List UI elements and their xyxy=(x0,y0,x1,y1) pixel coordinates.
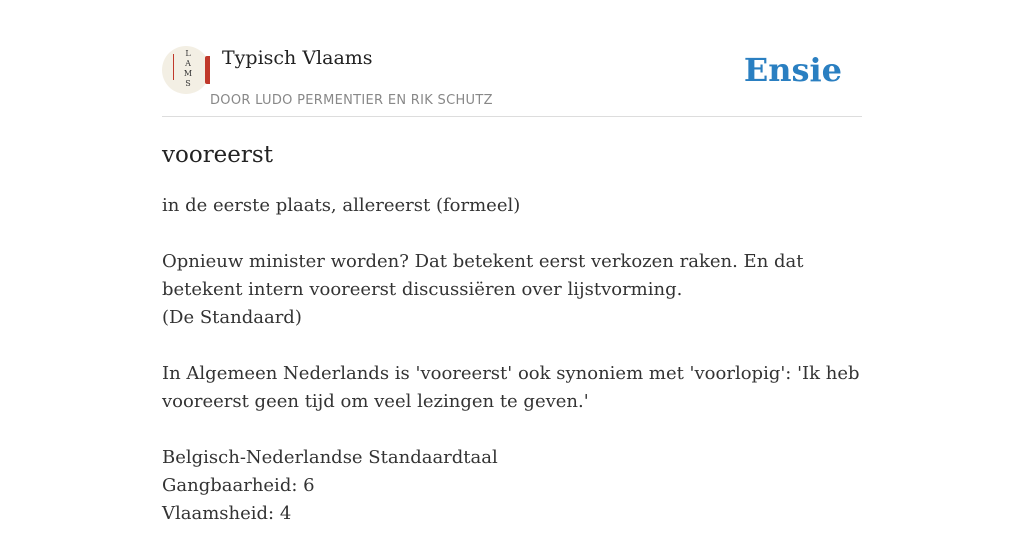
metadata-block xyxy=(162,444,862,528)
site-title[interactable]: Typisch Vlaams xyxy=(222,47,373,69)
example-quote: Opnieuw minister worden? Dat betekent eerst verkozen raken. En dat betekent intern vooreerst discussiëren over lijstvorming. xyxy=(162,251,804,300)
example-block xyxy=(162,248,862,332)
entry-content xyxy=(162,192,862,556)
author-byline: DOOR LUDO PERMENTIER EN RIK SCHUTZ xyxy=(210,93,493,108)
ensie-brand-link[interactable]: Ensie xyxy=(743,51,842,89)
gangbaarheid-rating: Gangbaarheid: 6 xyxy=(162,475,315,496)
site-header xyxy=(162,46,862,117)
entry-word: vooreerst xyxy=(162,142,273,168)
vlaamsheid-rating: Vlaamsheid: 4 xyxy=(162,503,292,524)
language-classification: Belgisch-Nederlandse Standaardtaal xyxy=(162,447,498,468)
logo-red-spine xyxy=(205,56,210,84)
book-cover-logo[interactable] xyxy=(162,46,210,94)
logo-accent-line xyxy=(173,54,174,80)
logo-lettering: L A M S xyxy=(183,49,193,88)
usage-note: In Algemeen Nederlands is 'vooreerst' ook synoniem met 'voorlopig': 'Ik heb vooreerst geen tijd om veel lezingen te geven.' xyxy=(162,363,860,412)
example-source: (De Standaard) xyxy=(162,307,302,328)
definition-text: in de eerste plaats, allereerst (formeel) xyxy=(162,195,521,216)
